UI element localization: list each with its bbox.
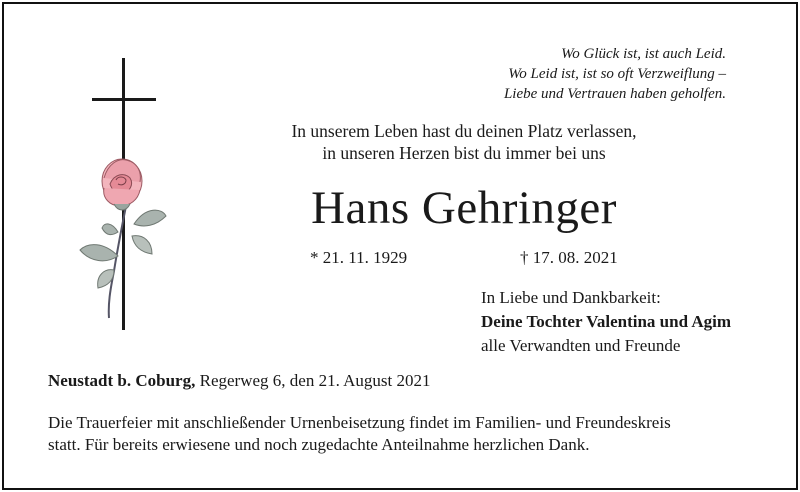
deceased-name: Hans Gehringer (311, 182, 617, 234)
notice-line: Die Trauerfeier mit anschließender Urnenbeisetzung findet im Familien- und Freundeskreis (48, 413, 671, 432)
death-date: † 17. 08. 2021 (520, 248, 618, 267)
intro-line: In unserem Leben hast du deinen Platz verlassen, (291, 121, 637, 141)
place-town: Neustadt b. Coburg, (48, 371, 196, 390)
obituary-notice (2, 2, 798, 490)
poem-line: Wo Glück ist, ist auch Leid. (561, 46, 726, 62)
notice-line: statt. Für bereits erwiesene und noch zugedachte Anteilnahme herzlichen Dank. (48, 435, 590, 454)
funeral-notice (48, 412, 768, 456)
mourners-block (481, 286, 731, 358)
mourners-others: alle Verwandten und Freunde (481, 336, 681, 355)
poem-line: Liebe und Vertrauen haben geholfen. (503, 86, 726, 102)
place-address-date: Regerweg 6, den 21. August 2021 (195, 371, 431, 390)
place-and-date (48, 371, 431, 391)
intro-line: in unseren Herzen bist du immer bei uns (322, 143, 606, 163)
poem-verse (426, 44, 726, 104)
intro-text (204, 120, 724, 164)
poem-line: Wo Leid ist, ist so oft Verzweiflung – (508, 66, 726, 82)
mourners-intro: In Liebe und Dankbarkeit: (481, 288, 661, 307)
birth-date: * 21. 11. 1929 (310, 248, 408, 267)
mourners-primary: Deine Tochter Valentina und Agim (481, 312, 732, 331)
cross-with-rose-icon (74, 56, 184, 336)
